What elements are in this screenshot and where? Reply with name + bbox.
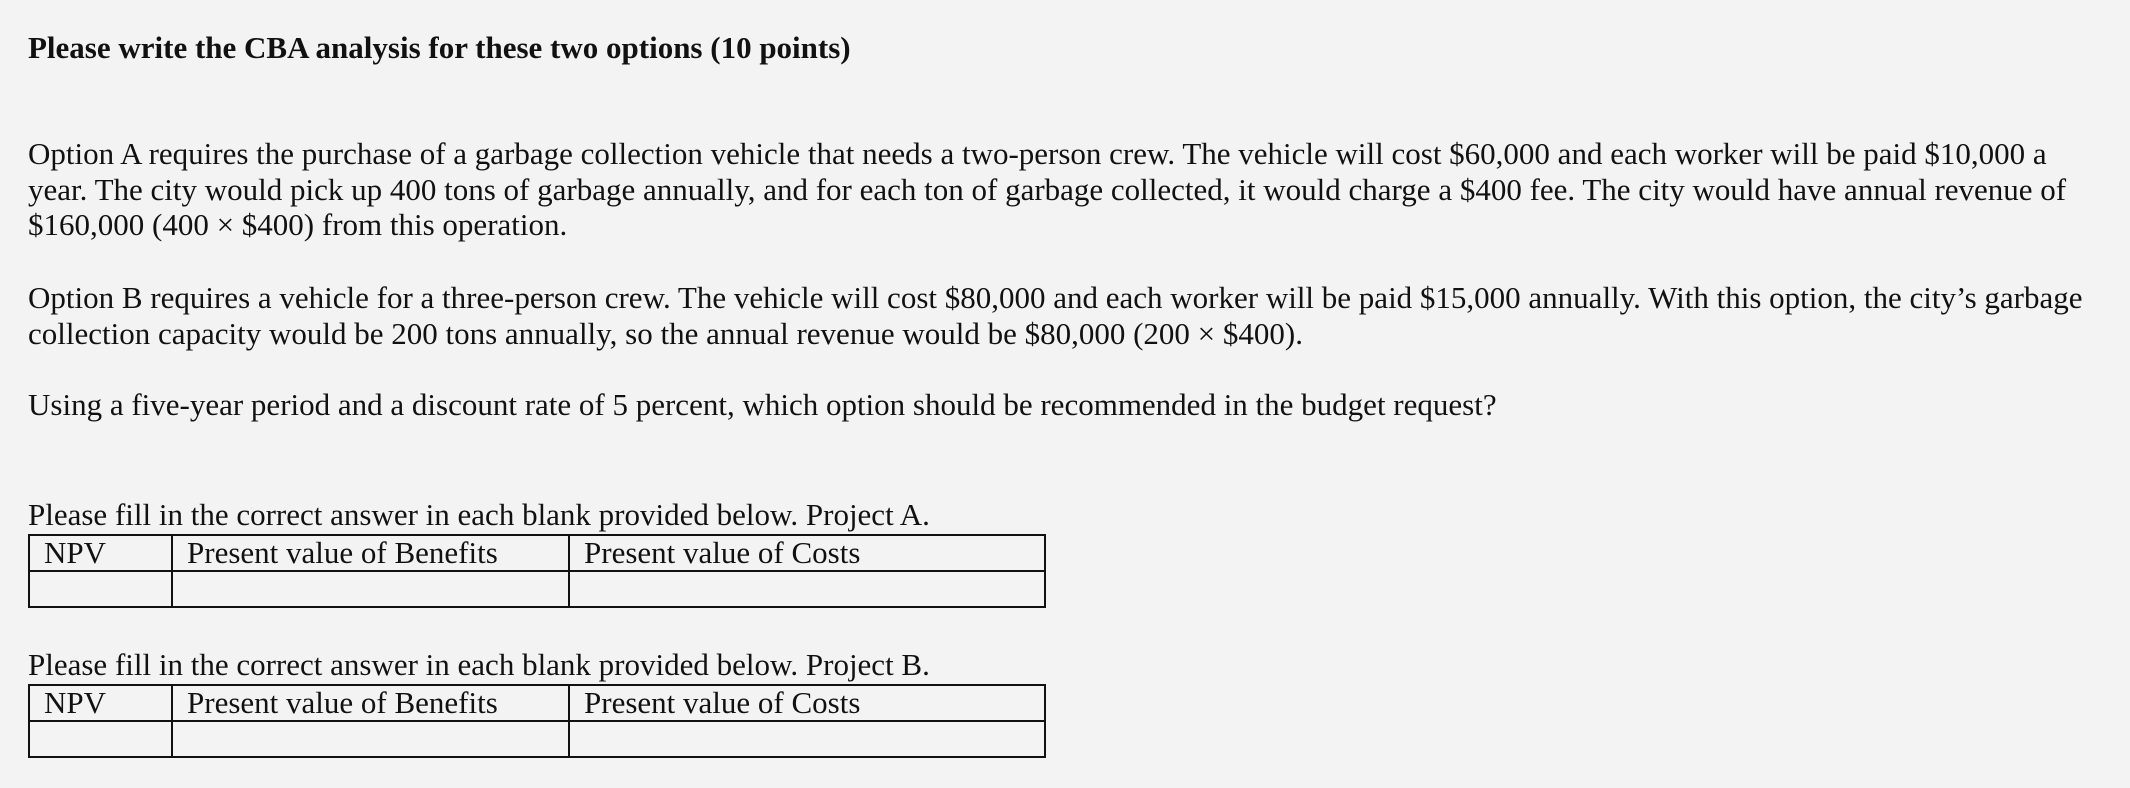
project-b-answer-table <box>28 684 1046 758</box>
option-b-paragraph: Option B requires a vehicle for a three-person crew. The vehicle will cost $80,000 and each worker will be paid $15,000 annually. With this option, the city’s garbage collection capacity would be 200 tons annually, so the annual revenue would be $80,000 (200 × $400). <box>28 280 2083 351</box>
project-a-pv-costs-blank[interactable] <box>569 571 1045 607</box>
table-header-row <box>29 535 1045 571</box>
project-b-pv-costs-blank[interactable] <box>569 721 1045 757</box>
option-a-paragraph: Option A requires the purchase of a garbage collection vehicle that needs a two-person crew. The vehicle will cost $60,000 and each worker will be paid $10,000 a year. The city would pick up 400 tons of garbage annually, and for each ton of garbage collected, it would charge a $400 fee. The city would have annual revenue of $160,000 (400 × $400) from this operation. <box>28 136 2067 242</box>
project-a-answer-table <box>28 534 1046 608</box>
question-title: Please write the CBA analysis for these two options (10 points) <box>28 30 851 65</box>
pv-benefits-header: Present value of Benefits <box>172 535 569 571</box>
pv-costs-header: Present value of Costs <box>569 535 1045 571</box>
project-b-instruction: Please fill in the correct answer in each blank provided below. Project B. <box>28 647 930 682</box>
npv-header: NPV <box>29 535 172 571</box>
table-answer-row <box>29 571 1045 607</box>
question-paragraph: Using a five-year period and a discount rate of 5 percent, which option should be recommended in the budget request? <box>28 387 1497 422</box>
table-answer-row <box>29 721 1045 757</box>
project-a-pv-benefits-blank[interactable] <box>172 571 569 607</box>
project-a-instruction: Please fill in the correct answer in each blank provided below. Project A. <box>28 497 930 532</box>
project-a-npv-blank[interactable] <box>29 571 172 607</box>
project-b-npv-blank[interactable] <box>29 721 172 757</box>
table-header-row <box>29 685 1045 721</box>
pv-benefits-header: Present value of Benefits <box>172 685 569 721</box>
project-b-pv-benefits-blank[interactable] <box>172 721 569 757</box>
pv-costs-header: Present value of Costs <box>569 685 1045 721</box>
npv-header: NPV <box>29 685 172 721</box>
